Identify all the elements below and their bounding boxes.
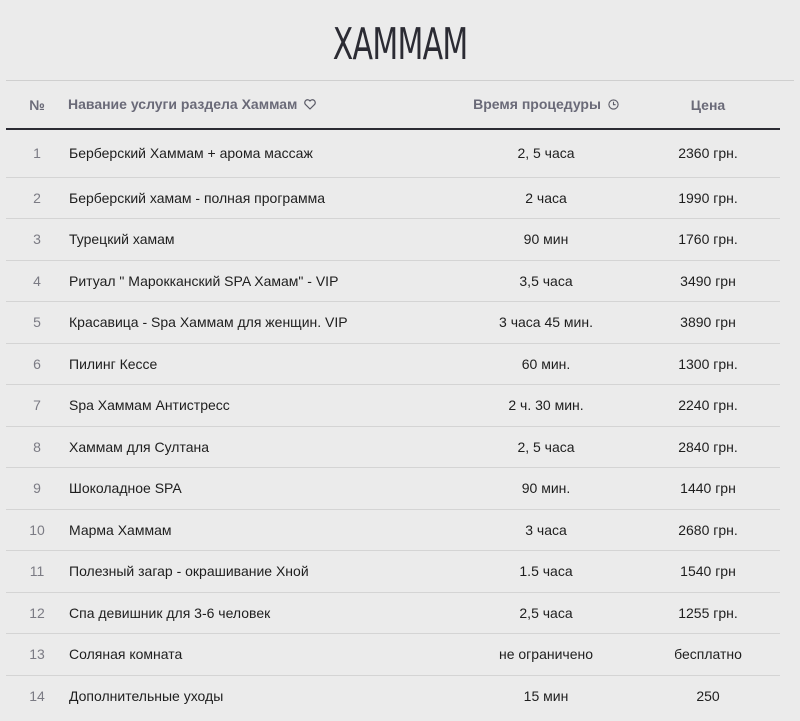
- header-price[interactable]: Цена: [636, 81, 780, 129]
- price: 1300 грн.: [636, 343, 780, 385]
- price: 1440 грн: [636, 468, 780, 510]
- heart-icon: [304, 97, 316, 113]
- service-name: Берберский хамам - полная программа: [68, 177, 456, 219]
- page-title: ХАММАМ: [332, 18, 468, 70]
- row-number: 8: [6, 426, 68, 468]
- table-row: [6, 343, 780, 385]
- row-number: 11: [6, 551, 68, 593]
- duration: 2 ч. 30 мин.: [456, 385, 636, 427]
- price: 2840 грн.: [636, 426, 780, 468]
- row-number: 2: [6, 177, 68, 219]
- price: 3890 грн: [636, 302, 780, 344]
- price: 250: [696, 688, 720, 704]
- service-name: Турецкий хамам: [68, 219, 456, 261]
- header-duration[interactable]: [456, 81, 636, 129]
- table-row: [6, 426, 780, 468]
- service-name: Пилинг Кессе: [68, 343, 456, 385]
- page-header: [0, 0, 800, 80]
- header-service-name[interactable]: [68, 81, 456, 129]
- row-number: 13: [6, 634, 68, 676]
- duration: 90 мин: [456, 219, 636, 261]
- duration: 90 мин.: [456, 468, 636, 510]
- duration: 3,5 часа: [456, 260, 636, 302]
- table-body: [6, 129, 780, 717]
- price: 2360 грн.: [636, 129, 780, 177]
- service-name: Берберский Хаммам + арома массаж: [68, 129, 456, 177]
- row-number: 4: [6, 260, 68, 302]
- duration: 2, 5 часа: [456, 129, 636, 177]
- table-row: [6, 509, 780, 551]
- table-header-row: [6, 81, 780, 129]
- service-name: Соляная комната: [68, 634, 456, 676]
- price: бесплатно: [636, 634, 780, 676]
- table-row: [6, 302, 780, 344]
- service-name: Хаммам для Султана: [68, 426, 456, 468]
- table-row: [6, 177, 780, 219]
- service-name: Спа девишник для 3-6 человек: [68, 592, 456, 634]
- duration: 2, 5 часа: [456, 426, 636, 468]
- row-number: 6: [6, 343, 68, 385]
- row-number: 3: [6, 219, 68, 261]
- table-row: [6, 260, 780, 302]
- service-name: Ритуал " Марокканский SPA Хамам" - VIP: [68, 260, 456, 302]
- table-row: [6, 468, 780, 510]
- service-name: Шоколадное SPA: [68, 468, 456, 510]
- row-number: 12: [6, 592, 68, 634]
- row-number: 7: [6, 385, 68, 427]
- duration: 1.5 часа: [456, 551, 636, 593]
- services-table: [6, 81, 780, 717]
- service-name: Красавица - Spa Хаммам для женщин. VIP: [68, 302, 456, 344]
- service-name: Полезный загар - окрашивание Хной: [68, 551, 456, 593]
- table-row: [6, 675, 780, 717]
- price: 1255 грн.: [636, 592, 780, 634]
- table-row: [6, 385, 780, 427]
- service-name: Дополнительные уходы: [69, 688, 224, 704]
- duration: 2,5 часа: [456, 592, 636, 634]
- duration: не ограничено: [456, 634, 636, 676]
- price: 2240 грн.: [636, 385, 780, 427]
- table-row: [6, 634, 780, 676]
- row-number: 5: [6, 302, 68, 344]
- price: 1760 грн.: [636, 219, 780, 261]
- service-name: Spa Хаммам Антистресс: [68, 385, 456, 427]
- row-number: 14: [29, 688, 45, 704]
- row-number: 10: [6, 509, 68, 551]
- price: 1990 грн.: [636, 177, 780, 219]
- duration: 60 мин.: [456, 343, 636, 385]
- header-service-name-label: Навание услуги раздела Хаммам: [68, 95, 298, 112]
- duration: 3 часа: [456, 509, 636, 551]
- duration: 15 мин: [523, 688, 569, 704]
- header-number: №: [6, 81, 68, 129]
- row-number: 1: [6, 129, 68, 177]
- clock-icon: [608, 97, 619, 113]
- table-row: [6, 592, 780, 634]
- table-row: [6, 551, 780, 593]
- table-row: [6, 129, 780, 177]
- price: 3490 грн: [636, 260, 780, 302]
- duration: 2 часа: [456, 177, 636, 219]
- price: 1540 грн: [636, 551, 780, 593]
- service-name: Марма Хаммам: [68, 509, 456, 551]
- table-row: [6, 219, 780, 261]
- duration: 3 часа 45 мин.: [456, 302, 636, 344]
- header-duration-label: Время процедуры: [473, 95, 601, 112]
- price: 2680 грн.: [636, 509, 780, 551]
- row-number: 9: [6, 468, 68, 510]
